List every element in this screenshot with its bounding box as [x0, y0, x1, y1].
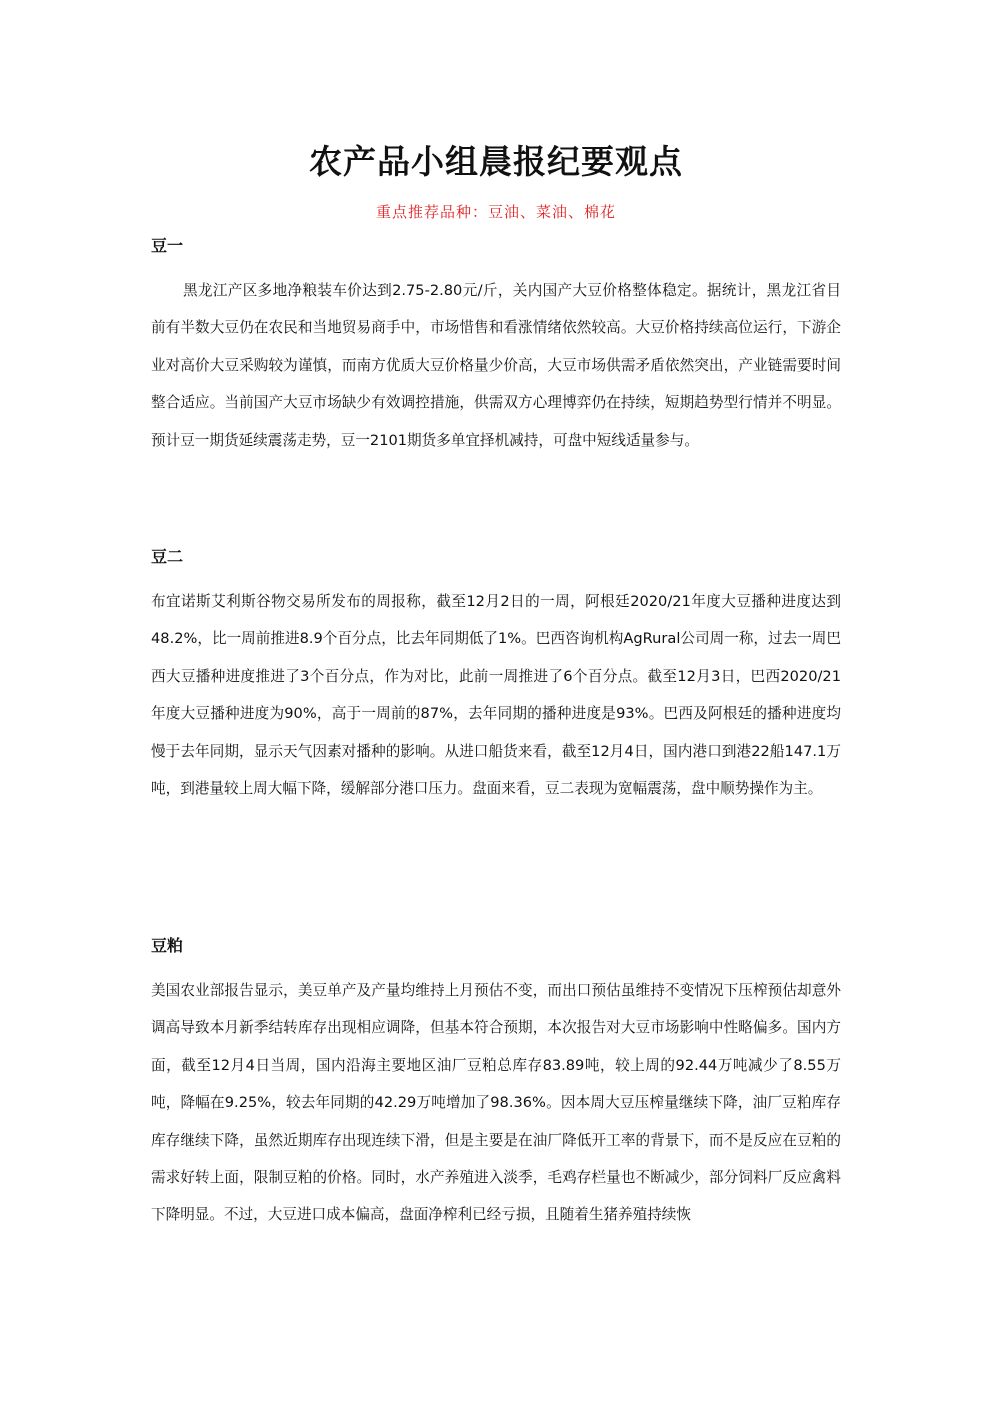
- section-heading: 豆二: [151, 547, 184, 566]
- section-soybean-no2: [151, 546, 841, 807]
- recommended-varieties: 重点推荐品种：豆油、菜油、棉花: [375, 203, 616, 221]
- section-heading: 豆粕: [151, 936, 184, 955]
- section-heading: 豆一: [151, 236, 184, 255]
- section-body: 黑龙江产区多地净粮装车价达到2.75-2.80元/斤，关内国产大豆价格整体稳定。据统计，黑龙江省目前有半数大豆仍在农民和当地贸易商手中，市场惜售和看涨情绪依然较高。大豆价格持续高位运行，下游企业对高价大豆采购较为谨慎，而南方优质大豆价格量少价高，大豆市场供需矛盾依然突出，产业链需要时间整合适应。当前国产大豆市场缺少有效调控措施，供需双方心理博弈仍在持续，短期趋势型行情并不明显。预计豆一期货延续震荡走势，豆一2101期货多单宜择机减持，可盘中短线适量参与。: [151, 282, 841, 449]
- section-body: 美国农业部报告显示，美豆单产及产量均维持上月预估不变，而出口预估虽维持不变情况下压榨预估却意外调高导致本月新季结转库存出现相应调降，但基本符合预期，本次报告对大豆市场影响中性略偏多。国内方面，截至12月4日当周，国内沿海主要地区油厂豆粕总库存83.89吨，较上周的92.44万吨减少了8.55万吨，降幅在9.25%，较去年同期的42.29万吨增加了98.36%。因本周大豆压榨量继续下降，油厂豆粕库存库存继续下降，虽然近期库存出现连续下滑，但是主要是在油厂降低开工率的背景下，而不是反应在豆粕的需求好转上面，限制豆粕的价格。同时，水产养殖进入淡季，毛鸡存栏量也不断减少，部分饲料厂反应禽料下降明显。不过，大豆进口成本偏高，盘面净榨利已经亏损，且随着生猪养殖持续恢: [151, 982, 841, 1224]
- section-soybean-meal: [151, 935, 841, 1234]
- section-body: 布宜诺斯艾利斯谷物交易所发布的周报称，截至12月2日的一周，阿根廷2020/21年度大豆播种进度达到48.2%，比一周前推进8.9个百分点，比去年同期低了1%。巴西咨询机构AgRural公司周一称，过去一周巴西大豆播种进度推进了3个百分点，作为对比，此前一周推进了6个百分点。截至12月3日，巴西2020/21年度大豆播种进度为90%，高于一周前的87%，去年同期的播种进度是93%。巴西及阿根廷的播种进度均慢于去年同期，显示天气因素对播种的影响。从进口船货来看，截至12月4日，国内港口到港22船147.1万吨，到港量较上周大幅下降，缓解部分港口压力。盘面来看，豆二表现为宽幅震荡，盘中顺势操作为主。: [151, 593, 841, 798]
- section-soybean-no1: [151, 235, 841, 459]
- document-title: 农产品小组晨报纪要观点: [309, 142, 683, 181]
